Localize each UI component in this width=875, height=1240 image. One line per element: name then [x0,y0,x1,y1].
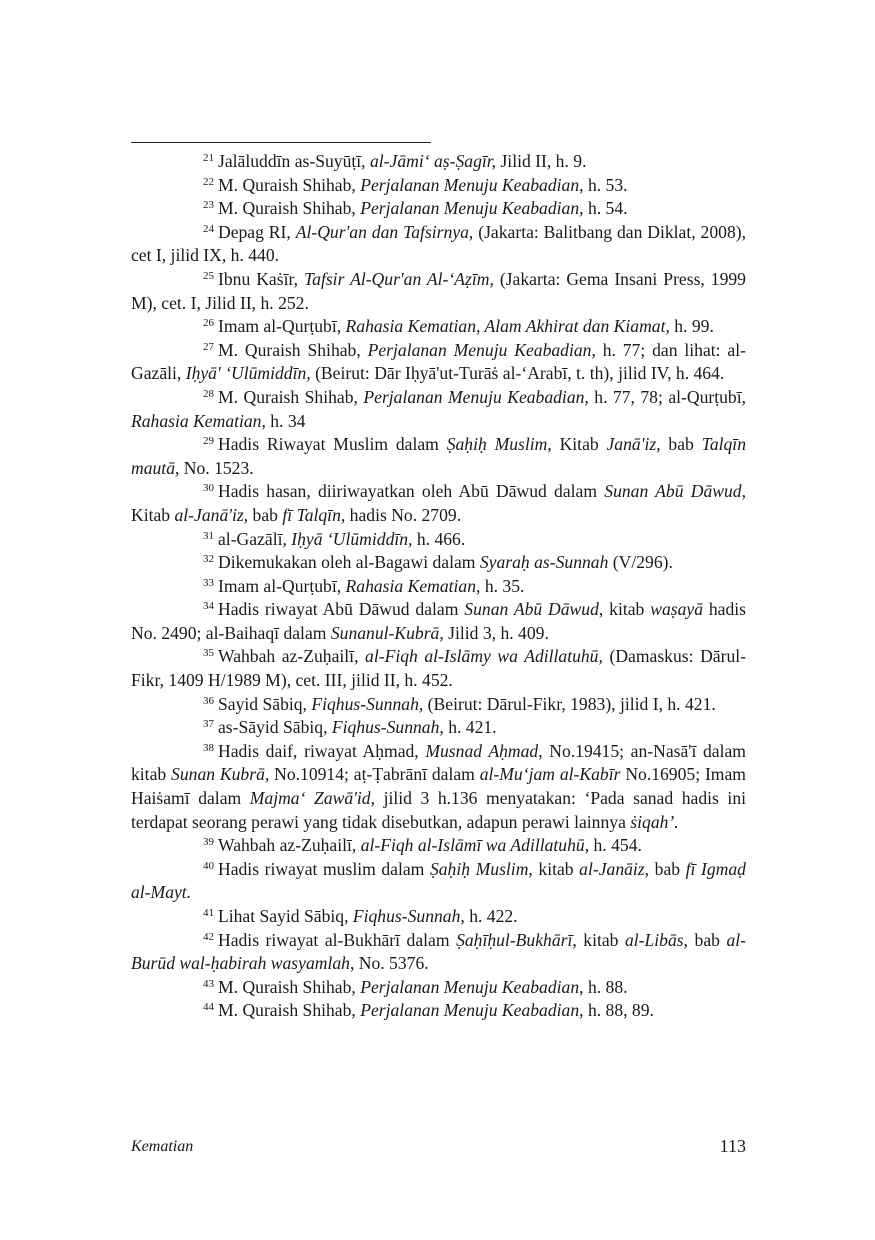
footnote-text: Jalāluddīn as-Suyūṭī, [218,151,370,171]
footnote-number: 39 [203,836,214,849]
footnote-text: h. 454. [589,835,642,856]
footnote-text: al-Gazālī, [218,528,292,549]
footnote-title: Sunanul-Kubrā [330,622,440,643]
footnote-separator [131,142,431,143]
footnote-text: M. Quraish Shihab, [218,174,361,195]
footnotes-section [131,150,746,1023]
footnote-title: Iḥyā ‘Ulūmiddīn, [291,528,413,549]
footnote-number: 31 [203,529,214,542]
footnote-number: 21 [203,152,214,164]
footnote-title: Perjalanan Menuju Keabadian, [360,198,584,219]
footnote-text: Sayid Sābiq, [218,693,312,714]
footnote-text: h. 99. [669,316,714,337]
footnote-32 [131,551,746,575]
footnote-text: M. Quraish Shihab, [218,339,368,360]
footnote-42 [131,929,746,976]
footnote-text: (Damaskus: Dārul-Fikr, 1409 H/1989 M), cet. III, jilid II, h. 452. [131,646,746,691]
footnote-22 [131,174,746,198]
footnote-title: Perjalanan Menuju Keabadian, [367,339,596,360]
footnote-text: Hadis Riwayat Muslim dalam [218,434,447,455]
footnote-text: Wahbah az-Zuḥailī, [218,646,366,667]
footnote-text: , kitab [572,929,625,950]
footnote-text: , h. 88. [579,976,628,997]
footnote-text: Hadis riwayat Abū Dāwud dalam [218,599,465,620]
footnote-text: Imam al-Qurṭubī, [218,316,346,337]
footnote-title: Majma‘ Zawā'id [249,788,371,809]
footnote-44 [131,999,746,1023]
footnote-title: Ṣaḥiḥ Muslim [446,434,548,455]
footnote-40 [131,858,746,905]
footnote-number: 37 [203,718,214,731]
footnote-title: Perjalanan Menuju Keabadian [360,1000,580,1021]
footnote-number: 38 [203,741,214,754]
footnote-title: Perjalanan Menuju Keabadian [360,174,580,195]
footnote-number: 35 [203,647,214,660]
footnote-41 [131,905,746,929]
footnote-25 [131,268,746,315]
footnote-text: Lihat Sayid Sābiq, [218,906,353,926]
footnote-text: h. 35. [480,575,525,596]
footnote-text: Hadis daif, riwayat Aḥmad, [218,740,426,761]
footnote-text: No.16905; Imam Haiṡamī dalam [131,764,746,809]
footnote-title: Iḥyā' ‘Ulūmiddīn, [185,363,311,384]
footnote-number: 34 [203,600,214,613]
footnote-text: hadis No. 2709. [345,504,462,525]
footnote-38 [131,740,746,834]
footnote-title: Perjalanan Menuju Keabadian, [363,386,589,407]
footnote-text: , kitab [598,599,651,620]
footnote-text: , bab [243,504,283,525]
footnote-title: Sunan Abū Dāwud [604,481,742,502]
footnote-text: , Kitab [547,434,607,455]
footnote-text: h. 77, 78; al-Qurṭubī, [588,386,746,407]
footnote-text: , No. 1523. [174,457,254,478]
footnote-24 [131,221,746,268]
footnote-title: Tafsir Al-Qur'an Al-‘Aẓīm, [303,268,494,289]
footnote-text: No.10914; aṭ-Ṭabrānī dalam [269,764,480,785]
footnote-33 [131,575,746,599]
footnote-text: , jilid 3 h.136 menyatakan: ‘Pada sanad hadis ini terdapat seorang perawi yang tidak disebutkan, adapun perawi lainnya [131,788,747,832]
footnote-text: (Jakarta: Balitbang dan Diklat, 2008), cet I, jilid IX, h. 440. [131,221,746,266]
footnote-text: , No.19415; an-Nasā'ī dalam kitab [131,740,746,785]
footnote-text: , Kitab [131,481,746,525]
footnote-title: al-Burūd wal-ḥabirah wasyamlah [131,929,747,974]
footnote-title: ṡiqah’. [630,811,679,832]
footnote-text: M. Quraish Shihab, [218,386,364,407]
footnote-title: Musnad Aḥmad [425,740,539,761]
footnote-number: 44 [203,1001,214,1014]
footnote-title: al-Mu‘jam al-Kabīr [479,764,621,785]
footnote-text: M. Quraish Shihab, [218,976,361,997]
footnote-number: 30 [203,482,214,495]
footnote-text: M. Quraish Shihab, [218,198,361,219]
footnote-title: al-Janāiz [579,858,645,879]
footnote-text: Hadis hasan, diiriwayatkan oleh Abū Dāwud dalam [218,481,605,502]
footnote-number: 28 [203,387,214,400]
footnote-title: Ṣaḥīḥul-Bukhārī [456,929,573,950]
footnote-text: hadis No. 2490; al-Baihaqī dalam [131,599,747,643]
footnote-37 [131,716,746,740]
footnote-text: Dikemukakan oleh al-Bagawi dalam [218,552,480,573]
footnote-text: , h. 34 [261,410,306,431]
footnote-title: Rahasia Kematian, Alam Akhirat dan Kiamat, [345,316,670,337]
footnote-title: Perjalanan Menuju Keabadian [360,976,580,997]
footnote-number: 33 [203,576,214,589]
footnote-text: as-Sāyid Sābiq, [218,717,332,738]
footnote-number: 24 [203,222,214,235]
footnote-title: Rahasia Kematian [131,410,262,431]
footnote-21 [131,150,746,174]
footnote-text: , h. 53. [579,174,628,195]
footnote-27 [131,339,746,386]
footnote-title: Fiqhus-Sunnah, [311,693,424,714]
footnote-number: 22 [203,175,214,188]
footnote-text: h. 77; dan lihat: al-Gazāli, [131,339,746,384]
footnote-text: , Jilid 3, h. 409. [439,622,549,643]
footnote-text: h. 421. [443,717,497,738]
footnote-text: , kitab [528,858,580,879]
footnote-text: h. 422. [464,906,518,926]
footnote-text: h. 54. [583,198,628,219]
footnote-title: fī Igmaḍ al-Mayt. [131,858,746,903]
footnote-text: h. 466. [412,528,466,549]
footnote-number: 25 [203,269,214,282]
footnote-text: , No. 5376. [349,953,429,974]
footnote-text: Depag RI, [218,221,296,242]
footnote-text: Jilid II, h. 9. [496,151,587,171]
footnote-39 [131,834,746,858]
footnote-title: al-Fiqh al-Islāmy wa Adillatuhū, [365,646,603,667]
footnote-title: al-Jāmi‘ aṣ-Ṣagīr, [369,151,497,171]
footnote-number: 41 [203,907,214,919]
footnote-text: , bab [644,858,686,879]
footnote-title: Ṣaḥiḥ Muslim [429,858,529,879]
footnote-title: Fiqhus-Sunnah, [331,717,444,738]
footnote-title: Syaraḥ as-Sunnah [479,552,609,573]
footnote-text: Hadis riwayat al-Bukhārī dalam [218,929,457,950]
footnote-29 [131,433,746,480]
footnote-number: 43 [203,977,214,990]
footnote-text: (Jakarta: Gema Insani Press, 1999 M), cet. I, Jilid II, h. 252. [131,268,746,313]
footnote-number: 42 [203,930,214,943]
footnote-number: 26 [203,317,214,330]
footnote-text: , h. 88, 89. [579,1000,654,1021]
footnote-title: Rahasia Kematian, [345,575,481,596]
footnote-title: waṣayā [650,599,703,620]
footnote-title: al-Fiqh al-Islāmī wa Adillatuhū, [360,835,590,856]
footnote-title: al-Libās [624,929,684,950]
footnote-text: (Beirut: Dārul-Fikr, 1983), jilid I, h. 421. [423,693,716,714]
footnote-number: 23 [203,199,214,212]
footnote-number: 40 [203,859,214,872]
footnote-text: Ibnu Kaṡīr, [218,268,304,289]
footnote-number: 32 [203,553,214,566]
footnote-34 [131,598,746,645]
footnote-26 [131,315,746,339]
footnote-text: Wahbah az-Zuḥailī, [218,835,361,856]
footnote-title: Al-Qur'an dan Tafsirnya, [295,221,474,242]
footnote-title: Talqīn mautā [131,434,746,478]
footnote-text: Hadis riwayat muslim dalam [218,858,430,879]
footnote-30 [131,480,746,527]
footnote-36 [131,693,746,717]
footnote-text: (V/296). [608,552,673,573]
footnote-number: 29 [203,435,214,448]
footnote-text: , bab [683,929,727,950]
footnote-title: fī Talqīn, [282,504,346,525]
footnote-43 [131,976,746,1000]
footnote-31 [131,528,746,552]
footnote-35 [131,645,746,692]
footnote-title: Janā'iz, [606,434,661,455]
footnote-number: 36 [203,694,214,707]
footnote-title: Sunan Kubrā, [171,764,270,785]
footnote-title: Fiqhus-Sunnah, [352,906,465,926]
footnote-28 [131,386,746,433]
footnote-text: Imam al-Qurṭubī, [218,575,346,596]
page-number: 113 [719,1136,746,1156]
footnote-title: Sunan Abū Dāwud [464,599,599,620]
running-title: Kematian [131,1138,194,1155]
footnote-text: M. Quraish Shihab, [218,1000,361,1021]
footnote-text: (Beirut: Dār Iḥyā'ut-Turāṡ al-‘Arabī, t. th), jilid IV, h. 464. [310,363,725,384]
footnote-number: 27 [203,340,214,353]
footnote-23 [131,197,746,221]
footnote-text: bab [660,434,702,455]
footnote-title: al-Janā'iz [174,504,244,525]
